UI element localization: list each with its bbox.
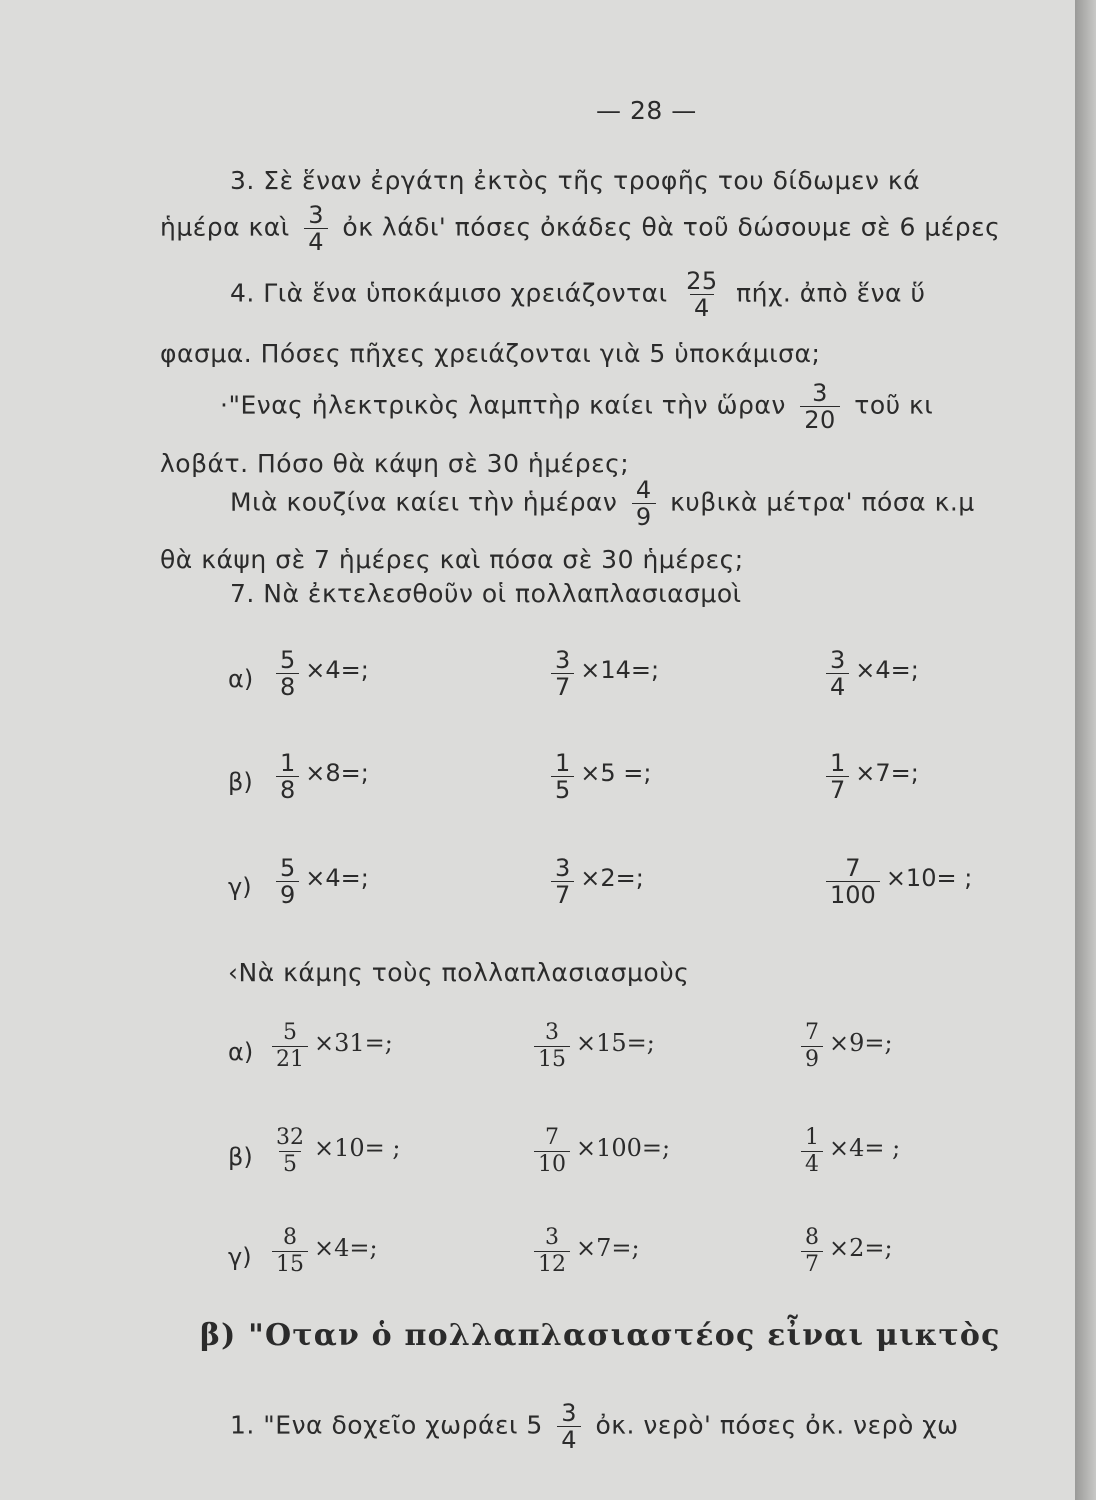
numerator: 8 xyxy=(283,1225,297,1250)
fraction xyxy=(276,750,299,803)
numerator: 3 xyxy=(812,379,828,407)
numerator: 3 xyxy=(555,646,571,674)
numerator: 32 xyxy=(276,1125,304,1150)
exercise-item xyxy=(270,750,369,803)
numerator: 3 xyxy=(545,1225,559,1250)
exercise-item xyxy=(795,1020,893,1073)
numerator: 3 xyxy=(561,1399,578,1427)
denominator: 7 xyxy=(551,881,574,908)
fraction xyxy=(826,647,849,700)
fraction xyxy=(801,1020,823,1073)
multiplication-expression: ×31=; xyxy=(314,1029,393,1057)
numerator: 7 xyxy=(805,1020,819,1045)
problem-3-text-a: ἡμέρα καὶ xyxy=(160,212,290,242)
fraction xyxy=(826,750,849,803)
problem-7-title: 7. Νὰ ἐκτελεσθοῦν οἱ πολλαπλασιασμοὶ xyxy=(230,579,742,608)
multiplication-expression: ×100=; xyxy=(576,1134,671,1162)
denominator: 8 xyxy=(276,776,299,803)
problem-6-line-1 xyxy=(230,477,975,530)
fraction xyxy=(801,1225,823,1278)
exercise-item xyxy=(266,1125,400,1178)
denominator: 4 xyxy=(304,228,328,255)
multiplication-expression: ×4=; xyxy=(305,656,369,684)
exercise-row-label: β) xyxy=(228,768,253,796)
problem-4-line-2: φασμα. Πόσες πῆχες χρειάζονται γιὰ 5 ὑποκάμισα; xyxy=(160,339,821,368)
multiplication-expression: ×2=; xyxy=(580,864,644,892)
problem-4-text-a: 4. Γιὰ ἕνα ὑποκάμισο χρειάζονται xyxy=(230,278,668,308)
exercise-row-label: α) xyxy=(228,665,254,693)
last-problem-text-a: 1. "Ενα δοχεῖο χωράει 5 xyxy=(230,1410,543,1440)
fraction xyxy=(551,647,574,700)
page-edge xyxy=(1075,0,1096,1500)
denominator: 15 xyxy=(272,1251,308,1278)
exercise-row-label: α) xyxy=(228,1038,254,1066)
denominator: 5 xyxy=(279,1151,301,1178)
numerator: 3 xyxy=(545,1020,559,1045)
denominator: 10 xyxy=(534,1151,570,1178)
multiplication-expression: ×15=; xyxy=(576,1029,655,1057)
multiplication-expression: ×10= ; xyxy=(314,1134,401,1162)
denominator: 9 xyxy=(632,503,656,530)
page-number: — 28 — xyxy=(596,96,697,125)
multiplication-expression: ×4= ; xyxy=(829,1134,901,1162)
last-problem-line xyxy=(230,1400,959,1453)
exercise-item xyxy=(528,1225,640,1278)
fraction xyxy=(551,855,574,908)
section-heading: β) "Οταν ὁ πολλαπλασιαστέος εἶναι μικτὸς xyxy=(200,1318,1001,1353)
denominator: 4 xyxy=(801,1151,823,1178)
exercise-item xyxy=(528,1125,670,1178)
exercise-row-label: γ) xyxy=(228,873,252,901)
denominator: 12 xyxy=(534,1251,570,1278)
numerator: 1 xyxy=(280,749,296,777)
denominator: 20 xyxy=(800,406,840,433)
denominator: 4 xyxy=(826,673,849,700)
problem-3-text-b: ὀκ λάδι' πόσες ὀκάδες θὰ τοῦ δώσουμε σὲ 6 μέρες xyxy=(342,212,1001,242)
fraction xyxy=(800,380,840,433)
multiplication-expression: ×10= ; xyxy=(885,864,973,892)
exercise-item xyxy=(795,1225,893,1278)
multiplication-expression: ×7=; xyxy=(855,759,919,787)
problem-5-line-1 xyxy=(220,380,933,433)
exercise-item xyxy=(820,750,919,803)
problem-6-line-2: θὰ κάψη σὲ 7 ἡμέρες καὶ πόσα σὲ 30 ἡμέρες; xyxy=(160,545,744,574)
numerator: 5 xyxy=(280,646,296,674)
denominator: 9 xyxy=(801,1046,823,1073)
numerator: 1 xyxy=(805,1125,819,1150)
denominator: 15 xyxy=(534,1046,570,1073)
numerator: 5 xyxy=(283,1020,297,1045)
multiplication-expression: ×4=; xyxy=(855,656,919,684)
problem-3-line-2 xyxy=(160,202,1000,255)
numerator: 7 xyxy=(545,1125,559,1150)
denominator: 21 xyxy=(272,1046,308,1073)
numerator: 25 xyxy=(686,267,718,295)
exercise-item xyxy=(820,855,972,908)
fraction xyxy=(534,1125,570,1178)
denominator: 7 xyxy=(551,673,574,700)
numerator: 3 xyxy=(830,646,846,674)
last-problem-text-b: ὀκ. νερὸ' πόσες ὀκ. νερὸ χω xyxy=(595,1410,959,1440)
numerator: 5 xyxy=(280,854,296,882)
exercise-item xyxy=(545,750,651,803)
fraction xyxy=(272,1225,308,1278)
fraction xyxy=(557,1400,581,1453)
fraction xyxy=(304,202,328,255)
numerator: 1 xyxy=(555,749,571,777)
problem-5-text-b: τοῦ κι xyxy=(854,390,934,420)
fraction xyxy=(272,1125,308,1178)
exercise-item xyxy=(820,647,919,700)
denominator: 100 xyxy=(826,881,880,908)
exercise-item xyxy=(266,1020,393,1073)
exercise-item xyxy=(270,855,369,908)
numerator: 1 xyxy=(830,749,846,777)
multiplication-expression: ×9=; xyxy=(829,1029,893,1057)
denominator: 9 xyxy=(276,881,299,908)
fraction xyxy=(276,855,299,908)
problem-4-line-1 xyxy=(230,268,925,321)
exercise-item xyxy=(270,647,369,700)
exercise-row-label: γ) xyxy=(228,1243,252,1271)
fraction xyxy=(551,750,574,803)
exercise-item xyxy=(545,647,659,700)
problem-5-text-a: ·"Ενας ἠλεκτρικὸς λαμπτὴρ καίει τὴν ὥραν xyxy=(220,390,786,420)
multiplication-expression: ×2=; xyxy=(829,1234,893,1262)
denominator: 7 xyxy=(801,1251,823,1278)
numerator: 7 xyxy=(845,854,861,882)
multiplication-expression: ×4=; xyxy=(314,1234,378,1262)
problem-5-line-2: λοβάτ. Πόσο θὰ κάψη σὲ 30 ἡμέρες; xyxy=(160,449,630,478)
exercise-row-label: β) xyxy=(228,1143,253,1171)
denominator: 8 xyxy=(276,673,299,700)
numerator: 8 xyxy=(805,1225,819,1250)
fraction xyxy=(534,1020,570,1073)
fraction xyxy=(276,647,299,700)
problem-8-title: ‹Νὰ κάμης τοὺς πολλαπλασιασμοὺς xyxy=(228,958,690,987)
numerator: 4 xyxy=(635,476,652,504)
denominator: 4 xyxy=(690,294,714,321)
multiplication-expression: ×5 =; xyxy=(580,759,652,787)
problem-6-text-b: κυβικὰ μέτρα' πόσα κ.μ xyxy=(670,487,975,517)
exercise-item xyxy=(528,1020,655,1073)
multiplication-expression: ×14=; xyxy=(580,656,660,684)
denominator: 5 xyxy=(551,776,574,803)
multiplication-expression: ×4=; xyxy=(305,864,369,892)
exercise-item xyxy=(795,1125,900,1178)
exercise-item xyxy=(545,855,644,908)
denominator: 7 xyxy=(826,776,849,803)
problem-6-text-a: Μιὰ κουζίνα καίει τὴν ἡμέραν xyxy=(230,487,618,517)
fraction xyxy=(534,1225,570,1278)
fraction xyxy=(801,1125,823,1178)
denominator: 4 xyxy=(557,1426,581,1453)
fraction xyxy=(632,477,656,530)
exercise-item xyxy=(266,1225,378,1278)
problem-3-line-1: 3. Σὲ ἕναν ἐργάτη ἐκτὸς τῆς τροφῆς του δίδωμεν κά xyxy=(230,166,921,195)
problem-4-text-b: πήχ. ἀπὸ ἕνα ὕ xyxy=(736,278,926,308)
fraction xyxy=(826,855,880,908)
numerator: 3 xyxy=(555,854,571,882)
numerator: 3 xyxy=(308,201,324,229)
multiplication-expression: ×7=; xyxy=(576,1234,640,1262)
fraction xyxy=(682,268,722,321)
multiplication-expression: ×8=; xyxy=(305,759,369,787)
fraction xyxy=(272,1020,308,1073)
